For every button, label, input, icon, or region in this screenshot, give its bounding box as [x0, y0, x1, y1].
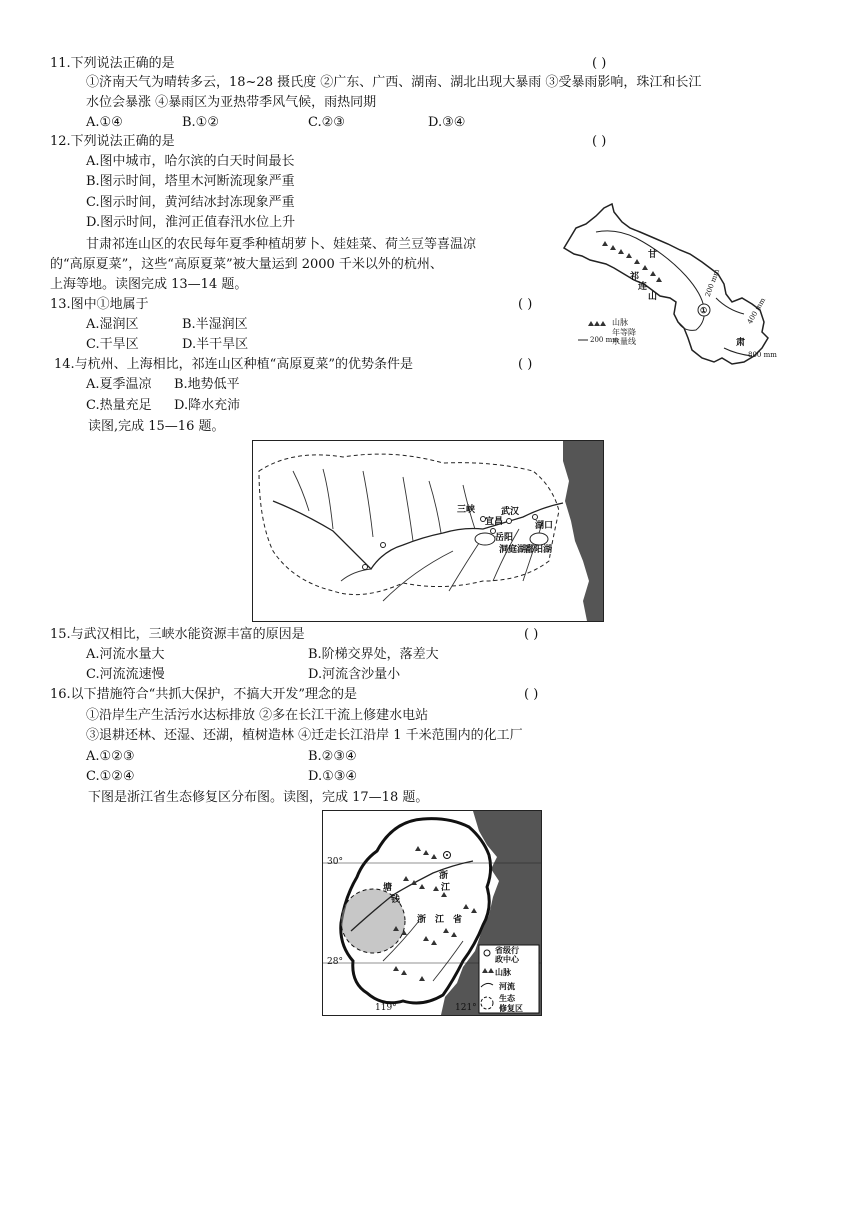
- legend-mountain-label: 山脉: [612, 318, 628, 327]
- label-qian: 钱: [391, 895, 401, 905]
- label-iso-200: 200 mm: [703, 268, 722, 298]
- q12-option-a[interactable]: A.图中城市，哈尔滨的白天时间最长: [86, 154, 295, 169]
- gansu-map: [556, 198, 776, 376]
- legend-mountain-label: 山脉: [495, 967, 511, 977]
- label-yueyang: 岳阳: [495, 533, 514, 543]
- label-shan: 山: [648, 292, 658, 302]
- q12-option-d[interactable]: D.图示时间，淮河正值春汛水位上升: [86, 215, 296, 230]
- legend-iso-label-1: 年等降: [612, 328, 636, 337]
- zhejiang-map: [322, 810, 542, 1016]
- poyang-lake: [530, 533, 548, 545]
- q12-answer-paren[interactable]: ( ): [592, 134, 607, 149]
- legend-iso-label-2: 水量线: [612, 337, 636, 346]
- label-iso-400: 400 mm: [745, 296, 768, 326]
- q11-option-c[interactable]: C.②③: [308, 115, 345, 130]
- q14-answer-paren[interactable]: ( ): [518, 357, 533, 372]
- q12-option-c[interactable]: C.图示时间，黄河结冰封冻现象严重: [86, 195, 295, 210]
- legend-iso-value: 200 mm: [590, 336, 619, 344]
- q16-line-2: ③退耕还林、还湿、还湖，植树造林 ④迁走长江沿岸 1 千米范围内的化工厂: [86, 728, 523, 743]
- intro-15-16: 读图,完成 15—16 题。: [88, 419, 225, 434]
- q13-stem: 13.图中①地属于: [50, 297, 149, 312]
- label-sanxia: 三峡: [457, 505, 476, 515]
- q16-stem: 16.以下措施符合“共抓大保护，不搞大开发”理念的是: [50, 687, 357, 702]
- q11-stem: 11.下列说法正确的是: [50, 56, 175, 71]
- yangtze-map: [252, 440, 604, 622]
- q11-option-a[interactable]: A.①④: [86, 115, 123, 130]
- q12-option-b[interactable]: B.图示时间，塔里木河断流现象严重: [86, 174, 295, 189]
- q13-answer-paren[interactable]: ( ): [518, 297, 533, 312]
- label-zhe-2: 浙: [417, 915, 427, 925]
- label-hukou: 湖口: [535, 521, 554, 531]
- legend-capital-symbol: [484, 950, 490, 956]
- intro-13-14-line-2: 的“高原夏菜”，这些“高原夏菜”被大量运到 2000 千米以外的杭州、: [50, 257, 443, 272]
- q13-option-a[interactable]: A.湿润区: [86, 317, 139, 332]
- q11-answer-paren[interactable]: ( ): [592, 56, 607, 71]
- label-wuhan: 武汉: [501, 507, 520, 517]
- label-sheng: 省: [453, 915, 463, 925]
- q15-option-c[interactable]: C.河流流速慢: [86, 667, 165, 682]
- q15-option-d[interactable]: D.河流含沙量小: [308, 667, 401, 682]
- gansu-map-svg: [556, 198, 776, 376]
- label-jiang-1: 江: [441, 883, 451, 893]
- dongting-lake: [475, 533, 495, 545]
- label-lon-119: 119°: [375, 1003, 397, 1013]
- q14-option-d[interactable]: D.降水充沛: [174, 398, 241, 413]
- basin-boundary: [259, 454, 559, 594]
- label-qi: 祁: [630, 272, 640, 282]
- intro-13-14-line-3: 上海等地。读图完成 13—14 题。: [50, 277, 248, 292]
- capital-marker-dot: [446, 854, 448, 856]
- label-lian: 连: [638, 282, 648, 292]
- label-jiang-2: 江: [435, 915, 445, 925]
- label-lat-28: 28°: [327, 957, 343, 967]
- yangtze-main-stream: [273, 501, 563, 569]
- legend-capital-label-2: 政中心: [495, 954, 519, 964]
- legend-capital-label-1: 省级行: [495, 945, 519, 955]
- label-lat-30: 30°: [327, 857, 343, 867]
- label-point-1: ①: [700, 305, 708, 315]
- label-zhe-1: 浙: [439, 871, 449, 881]
- q16-line-1: ①沿岸生产生活污水达标排放 ②多在长江干流上修建水电站: [86, 708, 429, 723]
- label-su: 肃: [736, 338, 746, 348]
- q16-option-d[interactable]: D.①③④: [308, 769, 358, 784]
- q16-answer-paren[interactable]: ( ): [524, 687, 539, 702]
- q11-line-1: ①济南天气为晴转多云，18~28 摄氏度 ②广东、广西、湖南、湖北出现大暴雨 ③受暴雨影响，珠江和长江: [86, 75, 702, 90]
- legend-mountain-symbol: [588, 321, 606, 326]
- label-tang: 塘: [383, 883, 393, 893]
- label-lon-121: 121°: [455, 1003, 477, 1013]
- legend-eco-label-1: 生态: [499, 993, 515, 1003]
- q13-option-c[interactable]: C.干旱区: [86, 337, 139, 352]
- q14-stem: 14.与杭州、上海相比，祁连山区种植“高原夏菜”的优势条件是: [54, 357, 413, 372]
- label-poyang: 鄱阳湖: [525, 545, 553, 555]
- q11-option-b[interactable]: B.①②: [182, 115, 219, 130]
- legend-river-label: 河流: [499, 981, 515, 991]
- q13-option-d[interactable]: D.半干旱区: [182, 337, 249, 352]
- q14-option-c[interactable]: C.热量充足: [86, 398, 152, 413]
- label-iso-800: 800 mm: [748, 351, 777, 359]
- q16-option-c[interactable]: C.①②④: [86, 769, 135, 784]
- label-dongting: 洞庭湖: [499, 545, 527, 555]
- q15-stem: 15.与武汉相比，三峡水能资源丰富的原因是: [50, 627, 305, 642]
- q12-stem: 12.下列说法正确的是: [50, 134, 175, 149]
- label-yichang: 宜昌: [485, 517, 504, 527]
- q16-option-a[interactable]: A.①②③: [86, 749, 135, 764]
- q11-option-d[interactable]: D.③④: [428, 115, 466, 130]
- q11-line-2: 水位会暴涨 ④暴雨区为亚热带季风气候，雨热同期: [86, 95, 377, 110]
- intro-17-18: 下图是浙江省生态修复区分布图。读图，完成 17—18 题。: [88, 790, 429, 805]
- sea-area: [563, 441, 603, 621]
- q15-option-a[interactable]: A.河流水量大: [86, 647, 165, 662]
- label-gan: 甘: [648, 250, 658, 260]
- yangtze-map-svg: [253, 441, 603, 621]
- q14-option-a[interactable]: A.夏季温凉: [86, 377, 152, 392]
- legend-eco-label-2: 修复区: [499, 1003, 523, 1013]
- intro-13-14-line-1: 甘肃祁连山区的农民每年夏季种植胡萝卜、娃娃菜、荷兰豆等喜温凉: [86, 237, 477, 252]
- q16-option-b[interactable]: B.②③④: [308, 749, 357, 764]
- q14-option-b[interactable]: B.地势低平: [174, 377, 240, 392]
- q13-option-b[interactable]: B.半湿润区: [182, 317, 248, 332]
- q15-option-b[interactable]: B.阶梯交界处，落差大: [308, 647, 439, 662]
- q15-answer-paren[interactable]: ( ): [524, 627, 539, 642]
